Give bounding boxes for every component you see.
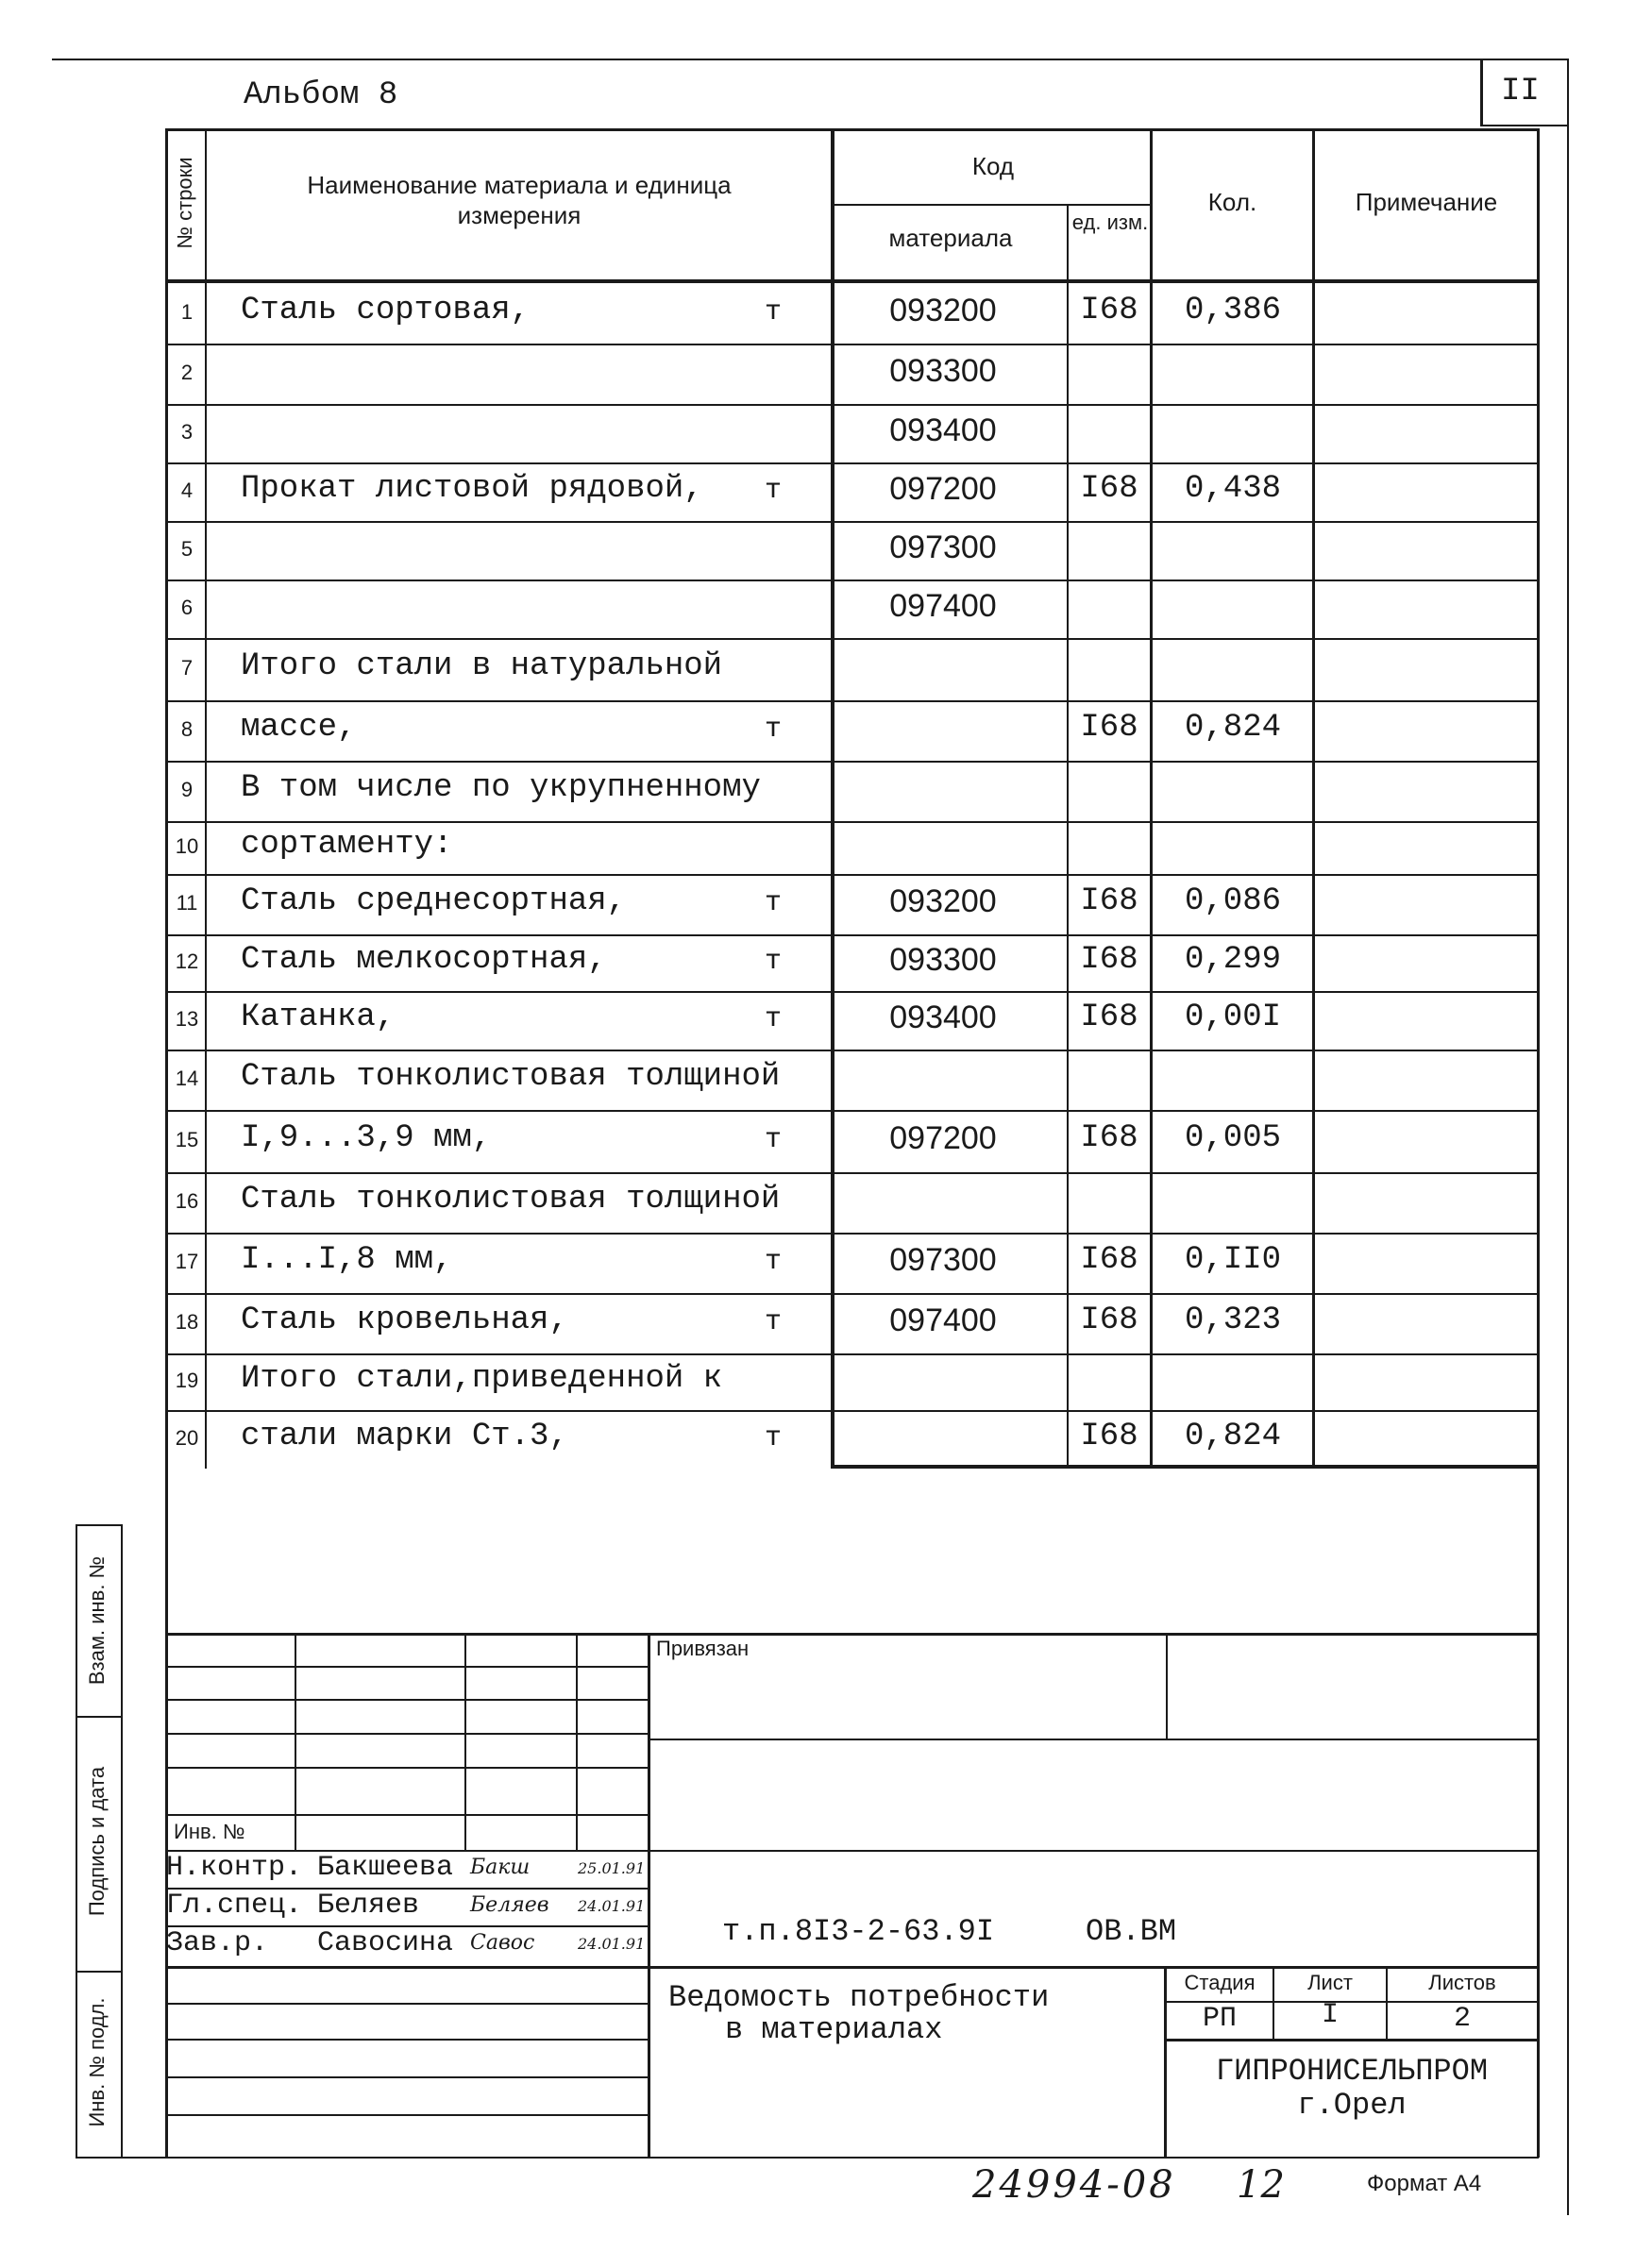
col-line-rownum — [205, 128, 207, 1469]
page-number-divider — [1480, 59, 1483, 126]
quantity: 0,II0 — [1184, 1242, 1282, 1278]
unit-code: I68 — [1080, 710, 1138, 746]
titleblock-right-border — [1537, 1469, 1540, 2158]
signer-date: 25.01.91 — [578, 1859, 646, 1877]
row-separator — [168, 580, 1539, 581]
page-number-underline — [1482, 125, 1569, 126]
doc-mark: ОВ.ВМ — [1086, 1914, 1177, 1949]
row-number: 11 — [176, 891, 198, 915]
material-code: 093200 — [889, 293, 997, 328]
unit-code: I68 — [1080, 293, 1138, 328]
quantity: 0,323 — [1184, 1302, 1282, 1338]
material-name: Итого стали в натуральной — [241, 648, 723, 684]
row-separator — [168, 761, 1539, 763]
table-left-border — [165, 128, 168, 1629]
code-subheader-line — [833, 204, 1152, 206]
row-separator — [168, 874, 1539, 876]
row-separator — [168, 1410, 1539, 1412]
material-name: Катанка, — [241, 1000, 396, 1035]
material-name: стали марки Ст.3, — [241, 1419, 568, 1454]
header-name: Наименование материала и единица измерения — [307, 171, 732, 229]
material-name: Итого стали,приведенной к — [241, 1361, 723, 1397]
material-code: 093400 — [889, 412, 997, 448]
row-number: 8 — [180, 717, 194, 741]
unit-code: I68 — [1080, 1120, 1138, 1156]
signer-signature: Беляев — [470, 1893, 549, 1917]
material-unit: т — [765, 1003, 783, 1035]
material-name: Прокат листовой рядовой, — [241, 471, 703, 507]
doc-code: т.п.8I3-2-63.9I — [722, 1914, 995, 1949]
table-top-border — [165, 128, 1539, 131]
row-number: 9 — [180, 778, 194, 801]
row-separator — [168, 821, 1539, 823]
row-number: 4 — [180, 479, 194, 502]
tb-left-row-1 — [168, 1666, 648, 1668]
material-code: 093300 — [889, 353, 997, 389]
tb-left-row-5 — [168, 1814, 648, 1816]
row-number: 7 — [180, 656, 194, 680]
row-separator — [168, 1172, 1539, 1174]
signer-signature: Бакш — [470, 1856, 531, 1879]
sheet-label: Лист — [1307, 1971, 1353, 1994]
material-name: сортаменту: — [241, 827, 453, 863]
material-name: I...I,8 мм, — [241, 1242, 453, 1278]
titleblock-left-border — [165, 1469, 168, 2158]
inv-no-label: Инв. № — [174, 1820, 245, 1843]
row-number: 14 — [175, 1067, 199, 1090]
row-separator — [168, 1293, 1539, 1295]
tb-top-line — [165, 1633, 1539, 1636]
tb-main-divider — [648, 1633, 650, 2158]
material-code: 093400 — [889, 1000, 997, 1035]
tb-left-row-11 — [168, 2114, 648, 2116]
page-right-margin-line — [1567, 59, 1569, 2215]
table-right-border — [1537, 128, 1540, 1629]
tb-left-row-10 — [168, 2076, 648, 2078]
row-separator — [168, 638, 1539, 640]
tb-privyazan-divider — [1166, 1633, 1168, 1739]
signer-role: Гл.спец. — [166, 1890, 303, 1922]
quantity: 0,005 — [1184, 1120, 1282, 1156]
unit-code: I68 — [1080, 471, 1138, 507]
row-number: 20 — [175, 1426, 199, 1450]
material-name: I,9...3,9 мм, — [241, 1120, 492, 1156]
row-separator — [168, 462, 1539, 464]
material-unit: т — [765, 1422, 783, 1454]
tb-left-row-8 — [168, 2003, 648, 2005]
row-number: 19 — [175, 1369, 199, 1392]
material-name: массе, — [241, 710, 357, 746]
row-number: 3 — [180, 420, 194, 444]
unit-code: I68 — [1080, 883, 1138, 919]
signer-name: Бакшеева — [317, 1852, 454, 1884]
format-label: Формат А4 — [1367, 2171, 1482, 2196]
material-name: Сталь сортовая, — [241, 293, 531, 328]
material-unit: т — [765, 1306, 783, 1338]
signer-name: Савосина — [317, 1927, 454, 1959]
row-separator — [168, 1233, 1539, 1235]
material-code: 093200 — [889, 883, 997, 919]
row-separator — [168, 934, 1539, 936]
unit-code: I68 — [1080, 1000, 1138, 1035]
quantity: 0,00I — [1184, 1000, 1282, 1035]
header-bottom-line — [165, 279, 1539, 283]
quantity: 0,438 — [1184, 471, 1282, 507]
unit-code: I68 — [1080, 1302, 1138, 1338]
quantity: 0,824 — [1184, 1419, 1282, 1454]
material-code: 097200 — [889, 471, 997, 507]
header-code-material: материала — [888, 224, 1013, 252]
material-code: 097400 — [889, 1302, 997, 1338]
row-number: 12 — [175, 949, 199, 973]
tb-privyazan-bottom — [648, 1739, 1539, 1740]
header-qty: Кол. — [1207, 188, 1257, 216]
doc-title-line2: в материалах — [725, 2012, 943, 2047]
tb-row-title — [165, 1966, 1539, 1969]
quantity: 0,299 — [1184, 942, 1282, 978]
signer-role: Зав.р. — [166, 1927, 269, 1959]
material-unit: т — [765, 714, 783, 746]
privyazan-label: Привязан — [656, 1637, 750, 1660]
row-number: 2 — [180, 361, 194, 384]
row-separator — [168, 344, 1539, 345]
row-separator — [168, 521, 1539, 523]
stamp-inner-border — [121, 1524, 123, 2159]
row-number: 13 — [175, 1007, 199, 1031]
top-rule — [52, 59, 1567, 60]
header-note: Примечание — [1355, 188, 1498, 216]
signer-signature: Савос — [470, 1931, 535, 1955]
signer-date: 24.01.91 — [578, 1897, 646, 1915]
sheet-value: I — [1321, 1999, 1339, 2031]
row-number: 16 — [175, 1189, 199, 1213]
row-number: 5 — [180, 537, 194, 561]
quantity: 0,824 — [1184, 710, 1282, 746]
page-number: II — [1501, 74, 1540, 109]
stage-label: Стадия — [1184, 1971, 1256, 1994]
row-separator — [168, 1110, 1539, 1112]
material-name: Сталь мелкосортная, — [241, 942, 607, 978]
material-code: 097300 — [889, 529, 997, 565]
row-separator — [168, 1050, 1539, 1051]
unit-code: I68 — [1080, 1242, 1138, 1278]
stamp-vzam: Взам. инв. № — [85, 1555, 109, 1686]
sheets-value: 2 — [1453, 2003, 1471, 2035]
unit-code: I68 — [1080, 1419, 1138, 1454]
tb-left-row-9 — [168, 2039, 648, 2041]
tb-stage-row-2 — [1167, 2039, 1537, 2041]
material-name: Сталь тонколистовая толщиной — [241, 1059, 781, 1095]
doc-title-line1: Ведомость потребности — [668, 1980, 1050, 2015]
row-number: 6 — [180, 596, 194, 619]
material-unit: т — [765, 296, 783, 328]
material-code: 093300 — [889, 942, 997, 978]
row-number: 1 — [180, 300, 194, 324]
stamp-left-border — [76, 1524, 77, 2159]
org-name: ГИПРОНИСЕЛЬПРОМ — [1215, 2054, 1489, 2089]
material-code: 097200 — [889, 1120, 997, 1156]
header-code: Код — [971, 152, 1015, 180]
signer-date: 24.01.91 — [578, 1935, 646, 1953]
material-name: Сталь кровельная, — [241, 1302, 568, 1338]
org-city: г.Орел — [1297, 2088, 1407, 2123]
row-separator — [168, 700, 1539, 702]
col-line-unit — [1067, 206, 1069, 1469]
row-separator — [168, 1353, 1539, 1355]
row-number: 17 — [175, 1250, 199, 1273]
material-code: 097300 — [889, 1242, 997, 1278]
stamp-inv: Инв. № подл. — [85, 1997, 109, 2127]
quantity: 0,386 — [1184, 293, 1282, 328]
material-name: Сталь тонколистовая толщиной — [241, 1182, 781, 1218]
material-name: В том числе по укрупненному — [241, 770, 761, 806]
material-unit: т — [765, 475, 783, 507]
row-number: 18 — [175, 1310, 199, 1334]
row-separator — [168, 991, 1539, 993]
archive-number: 24994-08 — [972, 2163, 1176, 2207]
tb-left-row-2 — [168, 1699, 648, 1701]
tb-left-row-4 — [168, 1767, 648, 1769]
signer-name: Беляев — [317, 1890, 420, 1922]
row-number: 10 — [175, 834, 199, 858]
archive-page: 12 — [1237, 2163, 1285, 2207]
header-row-number: № строки — [173, 157, 196, 249]
album-label: Альбом 8 — [244, 77, 398, 113]
material-name: Сталь среднесортная, — [241, 883, 627, 919]
signer-role: Н.контр. — [166, 1852, 303, 1884]
material-code: 097400 — [889, 588, 997, 624]
unit-code: I68 — [1080, 942, 1138, 978]
header-code-unit: ед. изм. — [1071, 210, 1149, 234]
material-unit: т — [765, 887, 783, 919]
row-separator — [168, 404, 1539, 406]
quantity: 0,086 — [1184, 883, 1282, 919]
material-unit: т — [765, 946, 783, 978]
table-body-bottom-line — [831, 1465, 1539, 1469]
sheets-label: Листов — [1428, 1971, 1496, 1994]
tb-left-row-3 — [168, 1733, 648, 1735]
material-unit: т — [765, 1124, 783, 1156]
stamp-podpis: Подпись и дата — [85, 1766, 109, 1917]
row-number: 15 — [175, 1128, 199, 1151]
page-bottom-line — [76, 2157, 1539, 2159]
material-unit: т — [765, 1246, 783, 1278]
stage-value: РП — [1202, 2003, 1237, 2035]
